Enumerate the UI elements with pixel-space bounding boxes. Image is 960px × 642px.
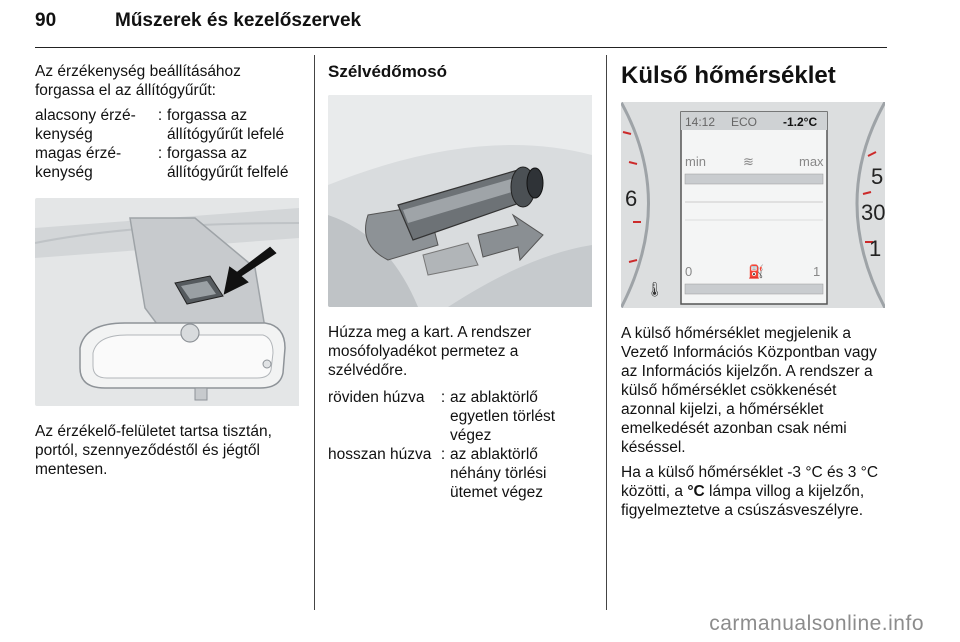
- display-time: 14:12: [685, 115, 716, 129]
- rain-sensor-illustration: [35, 198, 303, 406]
- sensitivity-intro: Az érzékenység beállításához forgassa el az állítógyűrűt:: [35, 63, 241, 99]
- table-colon: :: [157, 145, 163, 162]
- instrument-cluster-image: [621, 102, 885, 308]
- page-header: [35, 8, 887, 48]
- display-one-label: 1: [813, 264, 821, 279]
- column-divider: [314, 55, 315, 610]
- display-zero-label: 0: [685, 264, 693, 279]
- temperature-display-illustration: [621, 102, 891, 308]
- table-row: [328, 388, 593, 445]
- table-colon: :: [440, 446, 446, 463]
- wiper-stalk-illustration: [328, 95, 593, 307]
- ice-warning-part: Ha a külső hőmérséklet -3 °C és 3 °C közötti, a: [621, 464, 879, 500]
- washer-table: [328, 388, 593, 502]
- column-1: [35, 62, 303, 485]
- table-definition: az ablaktörlő néhány törlési ütemet végez: [450, 446, 547, 501]
- table-colon: :: [440, 389, 446, 406]
- table-row: [35, 144, 303, 182]
- gauge-label: 5: [871, 164, 884, 189]
- sensitivity-table: [35, 106, 303, 182]
- washer-instruction-text: Húzza meg a kart. A rendszer mosófolyadékot permetez a szélvédőre.: [328, 324, 532, 379]
- display-mode: ECO: [731, 115, 758, 129]
- wiper-stalk-image: [328, 95, 592, 307]
- table-definition: az ablaktörlő egyetlen törlést végez: [450, 389, 556, 444]
- table-term: alacsony érzé- kenység: [35, 107, 136, 143]
- coolant-icon: ≋: [743, 155, 754, 170]
- sensor-cleaning-text: Az érzékelő-felületet tartsa tisztán, portól, szennyeződéstől és jégtől mentesen.: [35, 423, 272, 478]
- outside-temperature-heading: Külső hőmérséklet: [621, 62, 836, 89]
- table-row: [328, 445, 593, 502]
- gauge-label: 30: [861, 200, 885, 225]
- table-definition: forgassa az állítógyűrűt felfelé: [167, 145, 289, 181]
- table-term: magas érzé- kenység: [35, 145, 122, 181]
- display-min-label: min: [685, 154, 706, 169]
- column-2: [328, 62, 593, 508]
- display-temperature: -1.2°C: [783, 115, 818, 129]
- column-3: [621, 62, 891, 526]
- chapter-title: Műszerek és kezelőszervek: [115, 10, 362, 31]
- ice-warning-text: [621, 463, 891, 520]
- rain-sensor-image: [35, 198, 299, 406]
- column-divider: [606, 55, 607, 610]
- gauge-label: 1: [869, 236, 882, 261]
- degree-indicator: °C: [687, 483, 705, 500]
- temperature-description: A külső hőmérséklet megjelenik a Vezető Információs Központban vagy az Információs kijelzőn. A rendszer a külső hőmérséklet csökkenését azonnal kijelzi, a hőmérséklet emelkedését azonban csak némi késéssel.: [621, 325, 877, 456]
- table-term: hosszan húzva: [328, 446, 432, 463]
- table-term: röviden húzva: [328, 389, 425, 406]
- display-max-label: max: [799, 154, 824, 169]
- table-colon: :: [157, 107, 163, 124]
- fuel-icon: ⛽: [748, 265, 765, 280]
- table-row: [35, 106, 303, 144]
- thermometer-icon: 🌡: [646, 282, 664, 298]
- page-number: 90: [35, 10, 57, 31]
- gauge-label: 6: [625, 186, 638, 211]
- ice-warning-part: lámpa villog a kijelzőn, figyelmeztetve a csúszásveszélyre.: [621, 483, 865, 519]
- table-definition: forgassa az állítógyűrűt lefelé: [167, 107, 285, 143]
- watermark: carmanualsonline.info: [709, 612, 924, 635]
- windscreen-washer-heading: Szélvédőmosó: [328, 62, 448, 81]
